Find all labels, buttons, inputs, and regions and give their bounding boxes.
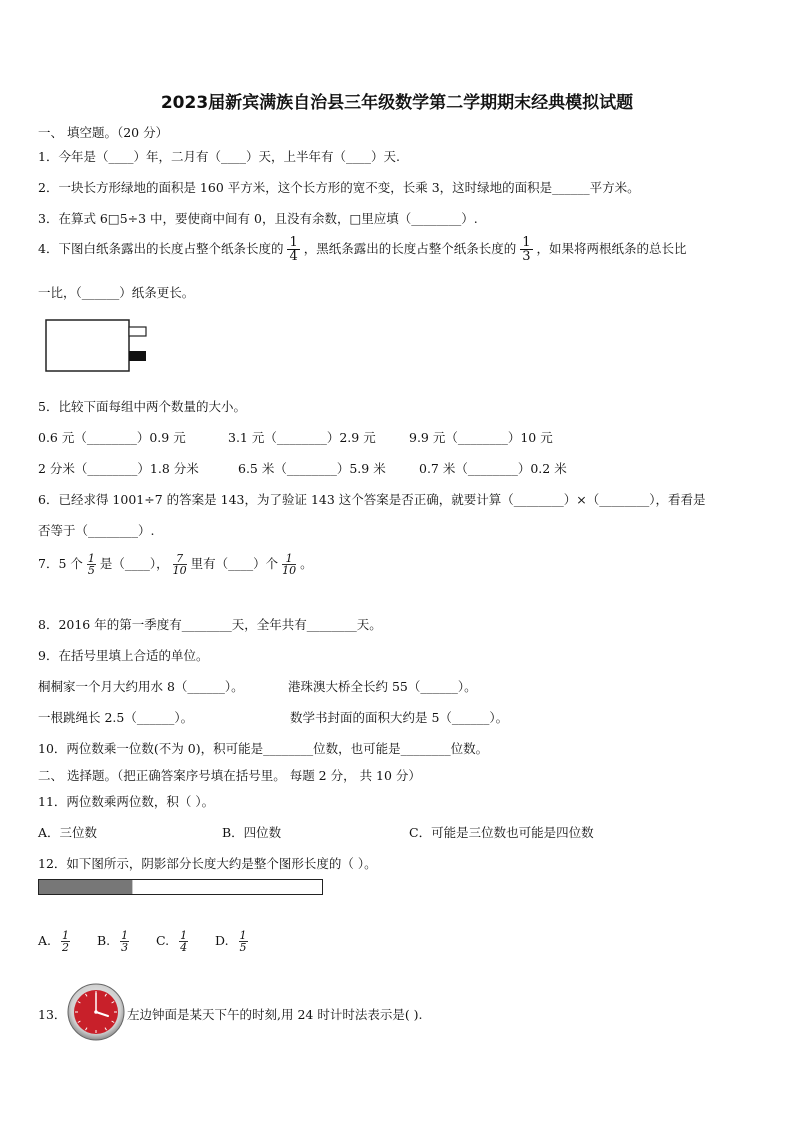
q7-fraction-3: $\frac{1}{10}$ <box>282 552 297 577</box>
q12-option-a: A. $\frac{1}{2}$ <box>38 929 69 954</box>
q11-option-a: A．三位数 <box>38 825 98 840</box>
question-4-line-2: 一比，（______）纸条更长。 <box>38 285 195 300</box>
q7-text-2: 是（____）， <box>99 556 169 571</box>
white-strip-exposed <box>129 327 146 336</box>
strip-outline <box>46 320 129 371</box>
q7-text-1: 7．5 个 <box>38 556 83 571</box>
clock-center <box>94 1010 98 1014</box>
question-5: 5．比较下面每组中两个数量的大小。 <box>38 399 246 414</box>
q7-text-4: 。 <box>300 556 313 571</box>
q4-fraction-1: $\frac{1}{4}$ <box>289 235 298 264</box>
section-1-heading: 一、 填空题。（20 分） <box>38 125 169 140</box>
section-2-heading: 二、 选择题。（把正确答案序号填在括号里。 每题 2 分， 共 10 分） <box>38 768 421 783</box>
question-13: 左边钟面是某天下午的时刻,用 24 时计时法表示是( ). <box>127 1007 423 1022</box>
q4-text-1: 4．下图白纸条露出的长度占整个纸条长度的 <box>38 241 284 256</box>
q5-row1-item2: 3.1 元（________）2.9 元 <box>228 430 376 445</box>
question-12: 12．如下图所示，阴影部分长度大约是整个图形长度的（ ）。 <box>38 856 377 871</box>
question-10: 10．两位数乘一位数(不为 0)，积可能是________位数，也可能是________位数。 <box>38 741 489 756</box>
q11-option-c: C．可能是三位数也可能是四位数 <box>409 825 594 840</box>
q5-row2-item3: 0.7 米（________）0.2 米 <box>419 461 567 476</box>
q12-shaded-portion <box>39 880 132 894</box>
q9-item-c: 一根跳绳长 2.5（______）。 <box>38 710 194 725</box>
question-3: 3．在算式 6□5÷3 中，要使商中间有 0，且没有余数，□里应填（________）. <box>38 211 478 226</box>
q12-option-b: B. $\frac{1}{3}$ <box>97 929 129 954</box>
question-8: 8．2016 年的第一季度有________天，全年共有________天。 <box>38 617 382 632</box>
q12-option-d: D. $\frac{1}{5}$ <box>215 929 247 954</box>
question-9: 9．在括号里填上合适的单位。 <box>38 648 209 663</box>
q7-fraction-2: $\frac{7}{10}$ <box>172 552 187 577</box>
question-13-number: 13． <box>38 1007 67 1022</box>
question-4 <box>38 236 687 263</box>
q4-fraction-2: $\frac{1}{3}$ <box>522 235 531 264</box>
q12-bar-figure <box>38 879 324 896</box>
q4-text-3: ，如果将两根纸条的总长比 <box>536 241 687 256</box>
paper-strips-figure <box>44 318 152 374</box>
question-6: 6．已经求得 1001÷7 的答案是 143，为了验证 143 这个答案是否正确，就要计算（________）×（________），看看是 <box>38 492 706 507</box>
q7-text-3: 里有（____）个 <box>190 556 279 571</box>
q5-row1-item3: 9.9 元（________）10 元 <box>409 430 553 445</box>
q4-text-2: ，黑纸条露出的长度占整个纸条长度的 <box>303 241 517 256</box>
q12-option-c: C. $\frac{1}{4}$ <box>156 929 188 954</box>
question-11: 11．两位数乘两位数，积（ ）。 <box>38 794 215 809</box>
clock-figure <box>66 983 126 1041</box>
question-2: 2．一块长方形绿地的面积是 160 平方米，这个长方形的宽不变，长乘 3，这时绿地的面积是______平方米。 <box>38 180 640 195</box>
q7-fraction-1: $\frac{1}{5}$ <box>87 552 95 577</box>
q5-row2-item2: 6.5 米（________）5.9 米 <box>238 461 386 476</box>
question-1: 1．今年是（____）年，二月有（____）天，上半年有（____）天. <box>38 149 400 164</box>
q9-item-b: 港珠澳大桥全长约 55（______）。 <box>288 679 477 694</box>
black-strip-exposed <box>129 351 146 361</box>
question-6-line-2: 否等于（________）. <box>38 523 155 538</box>
page-title: 2023届新宾满族自治县三年级数学第二学期期末经典模拟试题 <box>160 93 634 113</box>
q9-item-a: 桐桐家一个月大约用水 8（______）。 <box>38 679 244 694</box>
q11-option-b: B．四位数 <box>222 825 282 840</box>
q5-row1-item1: 0.6 元（________）0.9 元 <box>38 430 186 445</box>
q5-row2-item1: 2 分米（________）1.8 分米 <box>38 461 199 476</box>
question-7 <box>38 553 313 576</box>
q9-item-d: 数学书封面的面积大约是 5（______）。 <box>290 710 509 725</box>
